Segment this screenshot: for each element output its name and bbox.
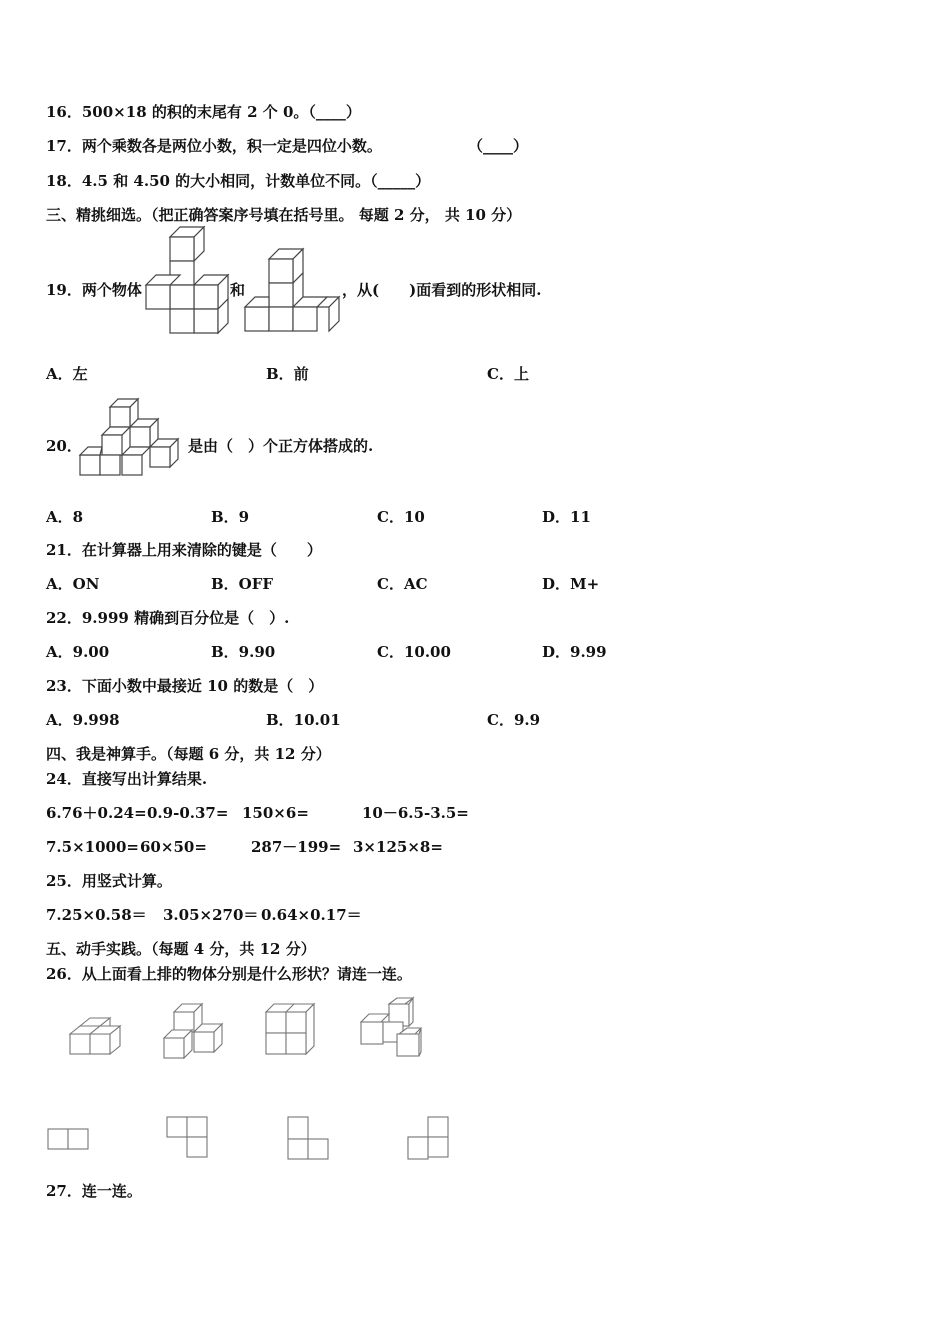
q21-option-d[interactable]: D．M+ [542, 575, 600, 593]
q23-option-b[interactable]: B．10.01 [266, 711, 341, 729]
q19-figure-1 [144, 225, 238, 335]
q26-view-2 [166, 1115, 210, 1161]
q26-object-2 [162, 1002, 224, 1062]
q22-option-c[interactable]: C．10.00 [377, 643, 451, 661]
q22-option-b[interactable]: B．9.90 [211, 643, 276, 661]
q20-option-c[interactable]: C．10 [377, 508, 425, 526]
q19-option-c[interactable]: C．上 [487, 365, 529, 383]
question-27: 27．连一连。 [46, 1182, 142, 1200]
question-18: 18．4.5 和 4.50 的大小相同，计数单位不同。（_____） [46, 172, 431, 190]
calc-6: 60×50= [140, 838, 207, 856]
q26-object-3 [264, 1002, 322, 1058]
section-5-heading: 五、动手实践。（每题 4 分，共 12 分） [46, 940, 316, 958]
q20-figure [80, 397, 180, 481]
calc-2: 0.9-0.37= [147, 804, 229, 822]
question-21: 21．在计算器上用来清除的键是（ ） [46, 541, 322, 559]
question-16: 16．500×18 的积的末尾有 2 个 0。（____） [46, 103, 361, 121]
calc-4: 10－6.5-3.5= [362, 804, 469, 822]
calc-8: 3×125×8= [353, 838, 443, 856]
calc-3: 150×6= [242, 804, 309, 822]
question-24: 24．直接写出计算结果. [46, 770, 208, 788]
q20-option-b[interactable]: B．9 [211, 508, 250, 526]
section-3-heading: 三、精挑细选。（把正确答案序号填在括号里。 每题 2 分， 共 10 分） [46, 206, 522, 224]
question-23: 23．下面小数中最接近 10 的数是（ ） [46, 677, 324, 695]
q22-option-a[interactable]: A．9.00 [46, 643, 110, 661]
question-19-suffix: ，从( )面看到的形状相同. [342, 281, 542, 299]
calc-7: 287－199= [251, 838, 342, 856]
q23-option-a[interactable]: A．9.998 [46, 711, 120, 729]
question-26: 26．从上面看上排的物体分别是什么形状？请连一连。 [46, 965, 412, 983]
q26-view-1 [47, 1127, 91, 1151]
question-20-suffix: 是由（ ）个正方体搭成的. [188, 437, 374, 455]
q26-view-4 [406, 1115, 452, 1163]
q19-option-a[interactable]: A．左 [46, 365, 88, 383]
q26-view-3 [285, 1115, 331, 1163]
q20-option-d[interactable]: D．11 [542, 508, 591, 526]
q21-option-a[interactable]: A．ON [46, 575, 100, 593]
calc-1: 6.76＋0.24= [46, 804, 147, 822]
question-19-mid: 和 [230, 281, 246, 299]
question-19-prefix: 19．两个物体 [46, 281, 142, 299]
question-20-prefix: 20． [46, 437, 82, 455]
section-4-heading: 四、我是神算手。（每题 6 分，共 12 分） [46, 745, 331, 763]
q26-object-4 [359, 996, 425, 1058]
vertical-calc-2: 3.05×270＝ [163, 906, 259, 924]
question-22: 22．9.999 精确到百分位是（ ）. [46, 609, 290, 627]
q22-option-d[interactable]: D．9.99 [542, 643, 607, 661]
q20-option-a[interactable]: A．8 [46, 508, 84, 526]
calc-5: 7.5×1000= [46, 838, 139, 856]
question-25: 25．用竖式计算。 [46, 872, 172, 890]
vertical-calc-3: 0.64×0.17＝ [261, 906, 362, 924]
q26-object-1 [68, 1016, 124, 1058]
q19-figure-2 [245, 247, 341, 333]
q21-option-c[interactable]: C．AC [377, 575, 428, 593]
q21-option-b[interactable]: B．OFF [211, 575, 274, 593]
q19-option-b[interactable]: B．前 [266, 365, 309, 383]
vertical-calc-1: 7.25×0.58＝ [46, 906, 147, 924]
q23-option-c[interactable]: C．9.9 [487, 711, 541, 729]
question-17: 17．两个乘数各是两位小数，积一定是四位小数。 [46, 137, 382, 155]
question-17-blank: （____） [468, 137, 529, 155]
